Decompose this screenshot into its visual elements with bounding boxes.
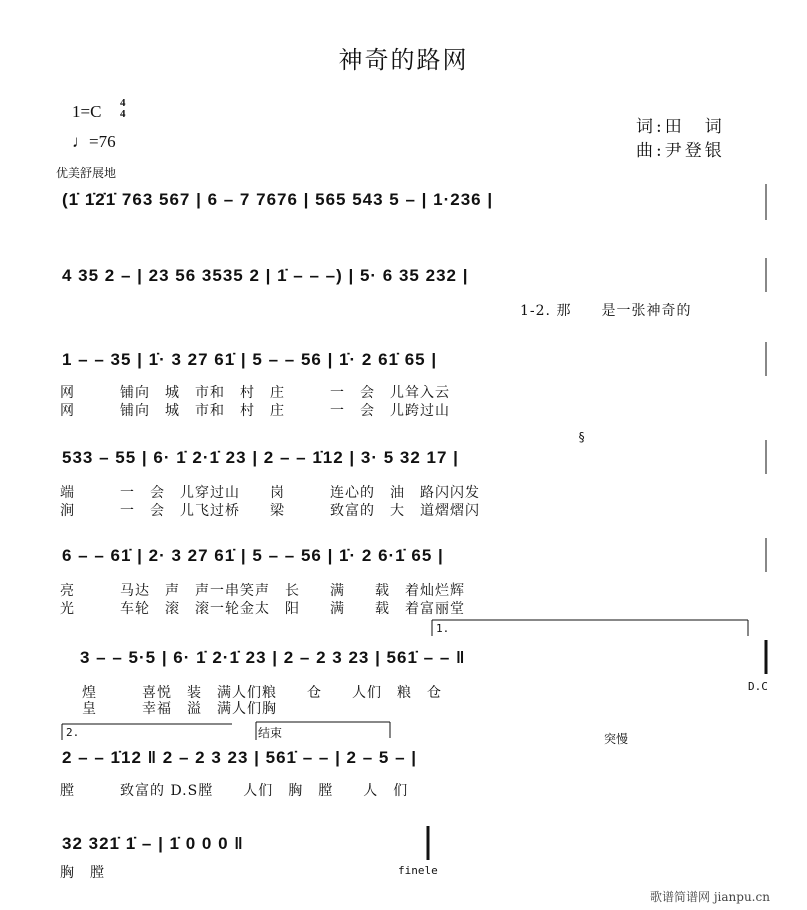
dc-marker: D.C: [748, 680, 768, 693]
watermark: 歌谱简谱网 jianpu.cn: [650, 890, 770, 904]
expression-marking: 优美舒展地: [56, 166, 117, 180]
tempo-marking: ♩=76: [72, 132, 116, 151]
system-4-lyrics-1: 端 一 会 儿穿过山 岗 连心的 油 路闪闪发: [60, 485, 480, 501]
system-3-lyrics-2: 网 铺向 城 市和 村 庄 一 会 儿跨过山: [60, 403, 450, 419]
system-2-lyrics-1: 1-2. 那 是一张神奇的: [520, 303, 692, 319]
system-2-notes: 4 35 2 – | 23 56 3535 2 | 1̇ – – –) | 5· 6 35 232 |: [62, 266, 469, 285]
system-4-lyrics-2: 涧 一 会 儿飞过桥 梁 致富的 大 道熠熠闪: [60, 503, 480, 519]
volta-1-label: 1.: [436, 622, 450, 635]
system-3-lyrics-1: 网 铺向 城 市和 村 庄 一 会 儿耸入云: [60, 385, 450, 401]
volta-2-label: 2.: [66, 726, 80, 739]
system-7-lyrics-1: 膛 致富的 D.S膛 人们 胸 膛 人 们: [60, 783, 409, 799]
system-7-notes: 2 – – 1̇12 ‖ 2 – 2 3 23 | 561̇ – – | 2 – 5 – |: [62, 748, 418, 767]
lyricist-credit: 词:田 词: [636, 117, 725, 137]
system-8-notes: 32 321̇ 1̇ – | 1̇ 0 0 0 ‖: [62, 834, 244, 853]
key-label: 1=C: [72, 102, 102, 121]
system-6-notes: 3 – – 5·5 | 6· 1̇ 2·1̇ 23 | 2 – 2 3 23 | 561̇ – – ‖: [80, 648, 466, 667]
system-5-notes: 6 – – 61̇ | 2· 3 27 61̇ | 5 – – 56 | 1̇· 2 6·1̇ 65 |: [62, 546, 444, 565]
system-3-notes: 1 – – 35 | 1̇· 3 27 61̇ | 5 – – 56 | 1̇· 2 61̇ 65 |: [62, 350, 438, 369]
end-marker: 结束: [258, 726, 283, 740]
system-6-lyrics-2: 皇 幸福 溢 满人们胸: [82, 701, 277, 717]
page-title: 神奇的路网: [338, 46, 469, 74]
system-6-lyrics-1: 煌 喜悦 装 满人们粮 仓 人们 粮 仓: [82, 685, 442, 701]
ritardando-marker: 突慢: [604, 732, 629, 746]
segno-icon: §: [578, 430, 586, 444]
system-1-notes: (1̇ 1̇2̇1̇ 763 567 | 6 – 7 7676 | 565 543 5 – | 1·236 |: [62, 190, 494, 209]
system-8-lyrics-1: 胸 膛: [60, 865, 105, 881]
system-5-lyrics-1: 亮 马达 声 声一串笑声 长 满 载 着灿烂辉: [60, 583, 465, 599]
system-4-notes: 533 – 55 | 6· 1̇ 2·1̇ 23 | 2 – – 1̇12 | 3· 5 32 17 |: [62, 448, 459, 467]
composer-credit: 曲:尹登银: [636, 141, 725, 161]
time-sig-bottom: 4: [120, 108, 126, 120]
fine-marker: finele: [398, 864, 438, 877]
time-sig-top: 4: [120, 97, 126, 109]
system-5-lyrics-2: 光 车轮 滚 滚一轮金太 阳 满 载 着富丽堂: [60, 601, 465, 617]
